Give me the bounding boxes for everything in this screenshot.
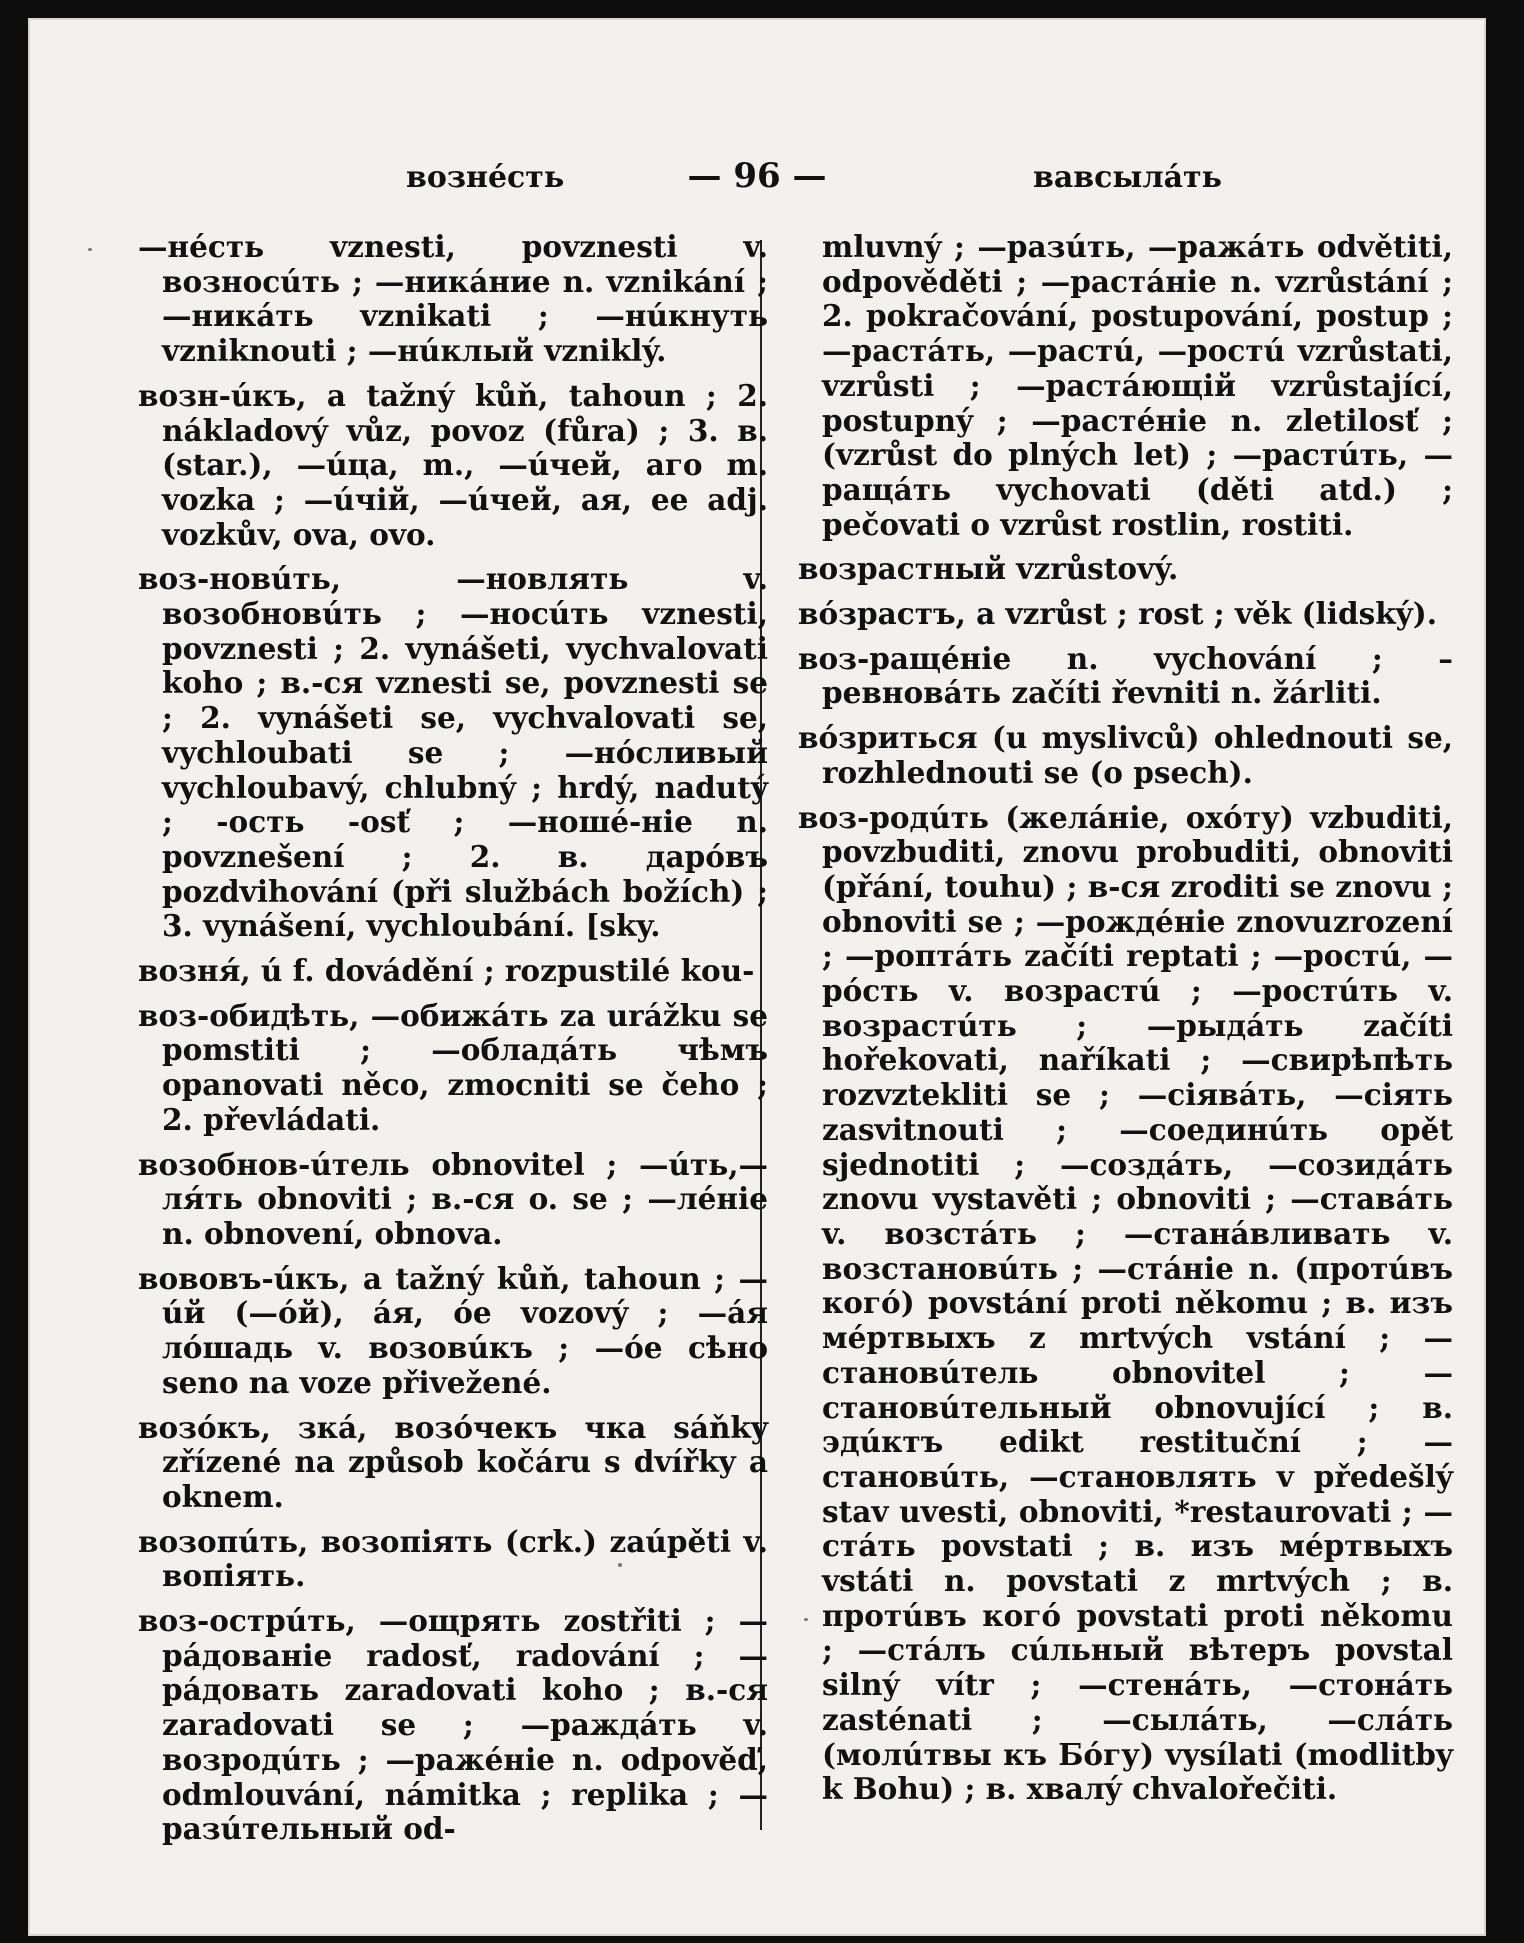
page-number: — 96 — — [687, 156, 827, 196]
dictionary-entry: вóзрастъ, a vzrůst ; rost ; věk (lidský). — [798, 596, 1438, 632]
page-edge-mark — [1460, 22, 1468, 102]
dictionary-entry: воз-ращéніе n. vychování ; – ревновáть začíti řevniti n. žárliti. — [798, 640, 1453, 711]
header-left-guideword: вознéсть — [406, 160, 565, 195]
dictionary-entry: воз-обидѣть, —обижáть za urážku se pomstiti ; —обладáть чѣмъ opanovati něco, zmocniti se čeho ; 2. převládati. — [138, 997, 768, 1137]
dictionary-entry: возня́, ú f. dovádění ; rozpustilé kou- — [138, 953, 755, 989]
dictionary-entry: возопúть, возопіять (crk.) zaúpěti v. вопіять. — [138, 1523, 768, 1594]
dictionary-entry: возрастный vzrůstový. — [798, 551, 1179, 587]
dictionary-entry: возобнов-úтель obnovitel ; —úть,—ля́ть obnoviti ; в.-ся o. se ; —лéніе n. obnovení, obnova. — [138, 1146, 768, 1251]
right-column — [798, 230, 1453, 1817]
ink-speck — [88, 248, 92, 251]
dictionary-entry: воз-острúть, —ощрять zostřiti ; —рáдованіе radosť, radování ; —рáдовать zaradovati koho ; в.-ся zaradovati se ; —раждáть v. возродúть ; —ражéніе n. odpověď, odmlouvání, námitka ; replika ; —разúтельный od- — [138, 1603, 768, 1847]
dictionary-entry: —нéсть vznesti, povznesti v. возносúть ; —никáние n. vznikání ; —никáть vznikati ; —нúкнуть vzniknouti ; —нúклый vzniklý. — [138, 229, 768, 369]
dictionary-entry: возн-úкъ, a tažný kůň, tahoun ; 2. nákladový vůz, povoz (fůra) ; 3. в. (star.), —úца, m., —úчей, aго m. vozka ; —úчій, —úчей, ая, ее adj. vozkův, ova, ovo. — [138, 377, 768, 552]
dictionary-entry: mluvný ; —разúть, —ражáть odvětiti, odpověděti ; —растáніе n. vzrůstání ; 2. pokračování, postupování, postup ; —растáть, —растú, —ростú vzrůstati, vzrůsti ; —растáющій vzrůstající, postupný ; —растéніе n. zletilosť ; (vzrůst do plných let) ; —растúть, —ращáть vychovati (děti atd.) ; pečovati o vzrůst rostlin, rostiti. — [822, 229, 1453, 542]
dictionary-entry: возóкъ, зкá, возóчекъ чка sáňky zřízené na způsob kočáru s dvířky a oknem. — [138, 1409, 768, 1514]
dictionary-page — [28, 18, 1486, 1936]
dictionary-entry: вóзриться (u myslivců) ohlednouti se, rozhlednouti se (o psech). — [798, 720, 1453, 790]
dictionary-entry: вововъ-úкъ, a tažný kůň, tahoun ; —úй (—óй), áя, óе vozový ; —áя лóшадь v. возовúкъ ; —óе сѣно seno na voze přivežené. — [138, 1260, 768, 1400]
left-column — [138, 230, 768, 1857]
dictionary-entry: воз-родúть (желáніе, охóту) vzbuditi, povzbuditi, znovu probuditi, obnoviti (přání, touhu) ; в-ся zroditi se znovu ; obnoviti se ; —рождéніе znovuzrození ; —роптáть začíti reptati ; —ростú, —рóсть v. возрастú ; —ростúть v. возрастúть ; —рыдáть začíti hořekovati, naříkati ; —свирѣпѣть rozvztekliti se ; —сіявáть, —сіять zasvitnouti ; —соединúть opět sjednotiti ; —создáть, —созидáть znovu vystavěti ; obnoviti ; —ставáть v. возстáть ; —станáвливать v. возстановúть ; —стáніе n. (протúвъ когó) povstání proti někomu ; в. изъ мéртвыхъ z mrtvých vstání ; —становúтель obnovitel ; —становúтельный obnovující ; в. эдúктъ edikt restituční ; —становúть, —становлять v předešlý stav uvesti, obnoviti, *restaurovati ; —стáть povstati ; в. изъ мéртвыхъ vstáti n. povstati z mrtvých ; в. протúвъ когó povstati proti někomu ; —стáлъ сúльный вѣтеръ povstal silný vítr ; —стенáть, —стонáть zasténati ; —сылáть, —слáть (молúтвы къ Бóгу) vysílati (modlitby k Bohu) ; в. хвалý chvalořečiti. — [798, 799, 1453, 1807]
header-right-guideword: вавсылáть — [1033, 160, 1223, 195]
page-header — [28, 156, 1486, 206]
dictionary-entry: воз-новúть, —новлять v. возобновúть ; —носúть vznesti, povznesti ; 2. vynášeti, vychvalovati koho ; в.-ся vznesti se, povznesti se ; 2. vynášeti se, vychvalovati se, vychloubati se ; —нóсливый vychloubavý, chlubný ; hrdý, nadutý ; -ость -osť ; —ношé-ніе n. povznešení ; 2. в. дарóвъ pozdvihování (při službách božích) ; 3. vynášení, vychloubání. [sky. — [138, 561, 768, 944]
